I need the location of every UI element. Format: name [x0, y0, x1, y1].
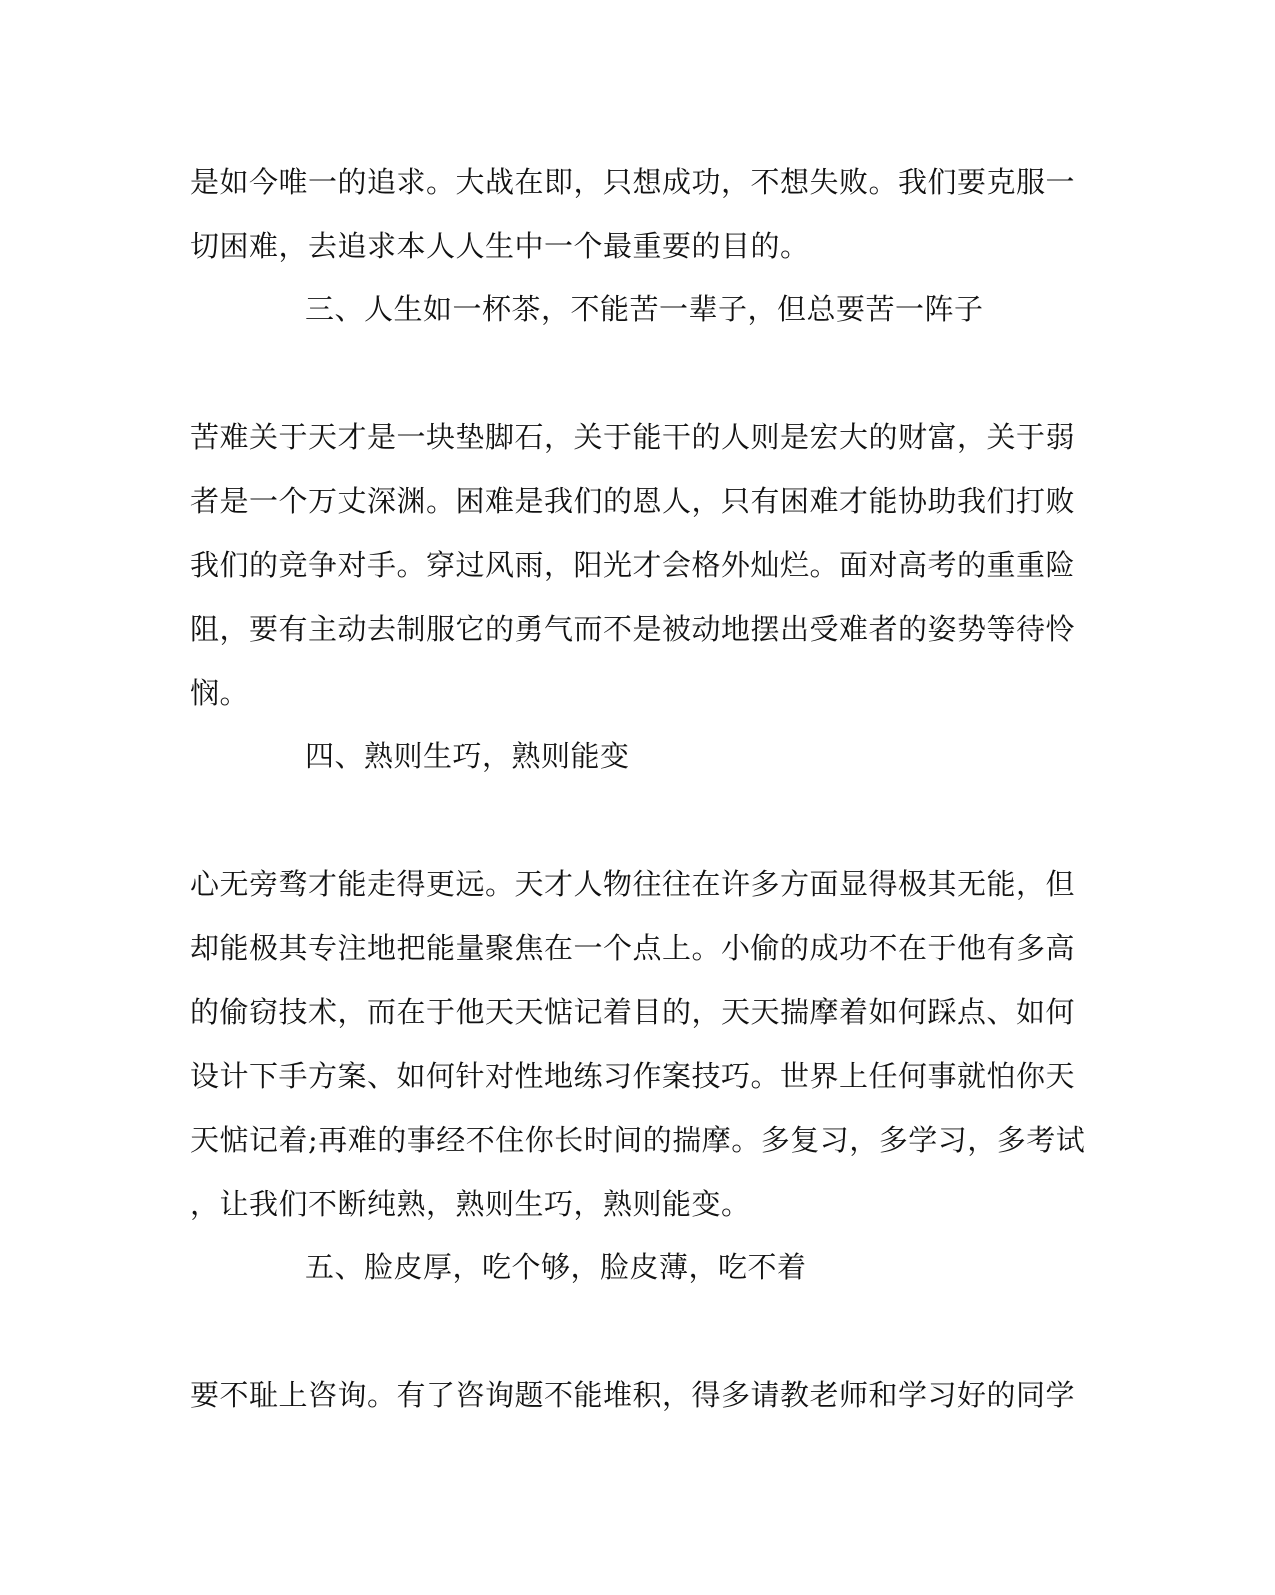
body-text-line: 要不耻上咨询。有了咨询题不能堆积，得多请教老师和学习好的同学: [190, 1378, 1076, 1412]
body-text-line: 苦难关于天才是一块垫脚石，关于能干的人则是宏大的财富，关于弱: [190, 420, 1076, 454]
body-text-line: 心无旁骛才能走得更远。天才人物往往在许多方面显得极其无能，但: [190, 867, 1076, 901]
section-heading-4: 四、熟则生巧，熟则能变: [305, 739, 630, 773]
body-text-line: 天惦记着;再难的事经不住你长时间的揣摩。多复习，多学习，多考试: [190, 1123, 1086, 1157]
section-heading-5: 五、脸皮厚，吃个够，脸皮薄，吃不着: [305, 1250, 807, 1284]
section-heading-3: 三、人生如一杯茶，不能苦一辈子，但总要苦一阵子: [305, 292, 984, 326]
body-text-line: 我们的竞争对手。穿过风雨，阳光才会格外灿烂。面对高考的重重险: [190, 548, 1076, 582]
body-text-line: ，让我们不断纯熟，熟则生巧，熟则能变。: [190, 1187, 751, 1221]
body-text-line: 是如今唯一的追求。大战在即，只想成功，不想失败。我们要克服一: [190, 165, 1076, 199]
body-text-line: 悯。: [190, 676, 250, 710]
body-text-line: 切困难，去追求本人人生中一个最重要的目的。: [190, 229, 810, 263]
body-text-line: 的偷窃技术，而在于他天天惦记着目的，天天揣摩着如何踩点、如何: [190, 995, 1076, 1029]
body-text-line: 者是一个万丈深渊。困难是我们的恩人，只有困难才能协助我们打败: [190, 484, 1076, 518]
body-text-line: 设计下手方案、如何针对性地练习作案技巧。世界上任何事就怕你天: [190, 1059, 1076, 1093]
body-text-line: 阻，要有主动去制服它的勇气而不是被动地摆出受难者的姿势等待怜: [190, 612, 1076, 646]
body-text-line: 却能极其专注地把能量聚焦在一个点上。小偷的成功不在于他有多高: [190, 931, 1076, 965]
